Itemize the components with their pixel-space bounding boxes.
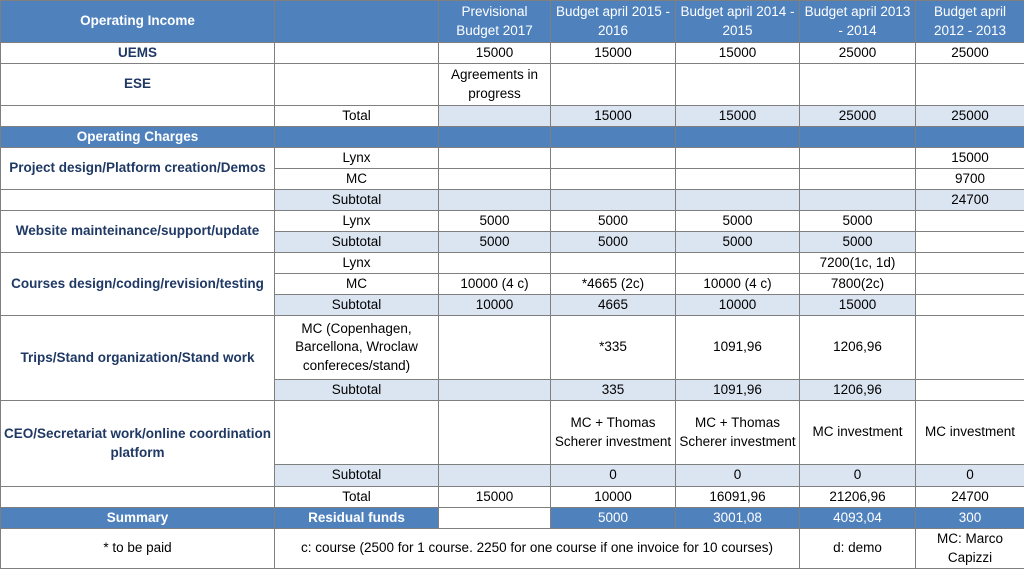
cell: 5000: [676, 211, 800, 232]
cell: [916, 127, 1024, 148]
trips-row-mc: [1, 316, 1024, 380]
cell: 10000: [676, 295, 800, 316]
income-total-row: [1, 106, 1024, 127]
cell: [551, 190, 676, 211]
courses-category-label: Courses design/coding/revision/testing: [1, 253, 275, 316]
cell: [676, 169, 800, 190]
cell: MC + Thomas Scherer investment: [676, 401, 800, 465]
cell: [439, 465, 551, 487]
cell: 335: [551, 380, 676, 401]
cell: 4665: [551, 295, 676, 316]
cell: [916, 232, 1024, 253]
income-row-ese: [1, 64, 1024, 106]
cell: [439, 106, 551, 127]
cell: *4665 (2c): [551, 274, 676, 295]
cell: [275, 401, 439, 465]
income-total-label: Total: [275, 106, 439, 127]
cell: [551, 148, 676, 169]
grand-total-label: Total: [275, 487, 439, 508]
cell: [916, 274, 1024, 295]
cell: 5000: [439, 232, 551, 253]
cell: 25000: [800, 43, 916, 64]
cell: MC investment: [800, 401, 916, 465]
project-category-label: Project design/Platform creation/Demos: [1, 148, 275, 190]
cell: 5000: [551, 232, 676, 253]
cell: 5000: [800, 211, 916, 232]
cell: 5000: [551, 211, 676, 232]
cell: 15000: [439, 43, 551, 64]
website-category-label: Website mainteinance/support/update: [1, 211, 275, 253]
cell: 15000: [800, 295, 916, 316]
income-row-uems: [1, 43, 1024, 64]
cell: [800, 169, 916, 190]
cell: [800, 64, 916, 106]
header-budget-2013-2014: Budget april 2013 - 2014: [800, 1, 916, 43]
cell: [551, 253, 676, 274]
cell: [916, 253, 1024, 274]
cell: [676, 148, 800, 169]
cell: [676, 127, 800, 148]
cell: 21206,96: [800, 487, 916, 508]
footnote-course: c: course (2500 for 1 course. 2250 for one course if one invoice for 10 courses): [275, 529, 800, 569]
cell: 300: [916, 508, 1024, 529]
cell: [275, 127, 439, 148]
trips-category-label: Trips/Stand organization/Stand work: [1, 316, 275, 401]
cell: 0: [551, 465, 676, 487]
row-label: MC: [275, 274, 439, 295]
cell: [439, 148, 551, 169]
cell: [800, 148, 916, 169]
cell: MC + Thomas Scherer investment: [551, 401, 676, 465]
project-subtotal-row: [1, 190, 1024, 211]
cell: [916, 64, 1024, 106]
cell: 4093,04: [800, 508, 916, 529]
cell: 15000: [676, 43, 800, 64]
cell: [800, 127, 916, 148]
cell: *335: [551, 316, 676, 380]
footnote-demo: d: demo: [800, 529, 916, 569]
cell: 15000: [439, 487, 551, 508]
cell: Agreements in progress: [439, 64, 551, 106]
header-operating-income: Operating Income: [1, 1, 275, 43]
footnote-to-be-paid: * to be paid: [1, 529, 275, 569]
header-budget-2012-2013: Budget april 2012 - 2013: [916, 1, 1024, 43]
residual-funds-label: Residual funds: [275, 508, 439, 529]
cell: MC investment: [916, 401, 1024, 465]
subtotal-label: Subtotal: [275, 295, 439, 316]
subtotal-label: Subtotal: [275, 232, 439, 253]
project-row-lynx: [1, 148, 1024, 169]
ceo-category-label: CEO/Secretariat work/online coordination platform: [1, 401, 275, 487]
cell: 3001,08: [676, 508, 800, 529]
cell: [439, 380, 551, 401]
cell: [439, 127, 551, 148]
cell: 1206,96: [800, 380, 916, 401]
cell: 25000: [916, 43, 1024, 64]
ceo-row: [1, 401, 1024, 465]
operating-charges-heading: Operating Charges: [1, 127, 275, 148]
cell: [275, 43, 439, 64]
cell: 10000: [551, 487, 676, 508]
website-row-lynx: [1, 211, 1024, 232]
cell: 10000 (4 c): [676, 274, 800, 295]
cell: [916, 380, 1024, 401]
cell: [1, 487, 275, 508]
cell: 15000: [676, 106, 800, 127]
cell: [439, 253, 551, 274]
cell: [916, 295, 1024, 316]
cell: [551, 127, 676, 148]
cell: 24700: [916, 190, 1024, 211]
income-label-uems: UEMS: [1, 43, 275, 64]
cell: 5000: [800, 232, 916, 253]
cell: 10000 (4 c): [439, 274, 551, 295]
cell: 25000: [800, 106, 916, 127]
cell: [275, 64, 439, 106]
cell: [439, 508, 551, 529]
cell: [439, 401, 551, 465]
cell: 25000: [916, 106, 1024, 127]
row-label: Lynx: [275, 148, 439, 169]
cell: [916, 211, 1024, 232]
cell: 10000: [439, 295, 551, 316]
row-label: Lynx: [275, 253, 439, 274]
cell: [916, 316, 1024, 380]
cell: 0: [676, 465, 800, 487]
footnote-mc: MC: Marco Capizzi: [916, 529, 1024, 569]
cell: [551, 64, 676, 106]
cell: 5000: [439, 211, 551, 232]
cell: [439, 316, 551, 380]
cell: [1, 106, 275, 127]
cell: 0: [800, 465, 916, 487]
cell: 7800(2c): [800, 274, 916, 295]
cell: 7200(1c, 1d): [800, 253, 916, 274]
cell: 1091,96: [676, 316, 800, 380]
cell: [439, 190, 551, 211]
cell: 1091,96: [676, 380, 800, 401]
cell: [676, 190, 800, 211]
summary-label: Summary: [1, 508, 275, 529]
cell: 9700: [916, 169, 1024, 190]
cell: 15000: [551, 106, 676, 127]
header-budget-2014-2015: Budget april 2014 - 2015: [676, 1, 800, 43]
cell: [439, 169, 551, 190]
row-label: Lynx: [275, 211, 439, 232]
subtotal-label: Subtotal: [275, 190, 439, 211]
courses-row-lynx: [1, 253, 1024, 274]
operating-charges-row: [1, 127, 1024, 148]
subtotal-label: Subtotal: [275, 465, 439, 487]
cell: [676, 64, 800, 106]
header-budget-2015-2016: Budget april 2015 - 2016: [551, 1, 676, 43]
cell: 15000: [551, 43, 676, 64]
summary-row: [1, 508, 1024, 529]
cell: [800, 190, 916, 211]
cell: [676, 253, 800, 274]
row-label: MC (Copenhagen, Barcellona, Wroclaw confereces/stand): [275, 316, 439, 380]
income-label-ese: ESE: [1, 64, 275, 106]
header-blank: [275, 1, 439, 43]
header-row: [1, 1, 1024, 43]
grand-total-row: [1, 487, 1024, 508]
row-label: MC: [275, 169, 439, 190]
cell: 5000: [676, 232, 800, 253]
cell: [551, 169, 676, 190]
cell: 5000: [551, 508, 676, 529]
footnotes-row: [1, 529, 1024, 569]
cell: 16091,96: [676, 487, 800, 508]
cell: 15000: [916, 148, 1024, 169]
cell: 1206,96: [800, 316, 916, 380]
subtotal-label: Subtotal: [275, 380, 439, 401]
cell: 0: [916, 465, 1024, 487]
cell: [1, 190, 275, 211]
header-previsional-2017: Previsional Budget 2017: [439, 1, 551, 43]
cell: 24700: [916, 487, 1024, 508]
